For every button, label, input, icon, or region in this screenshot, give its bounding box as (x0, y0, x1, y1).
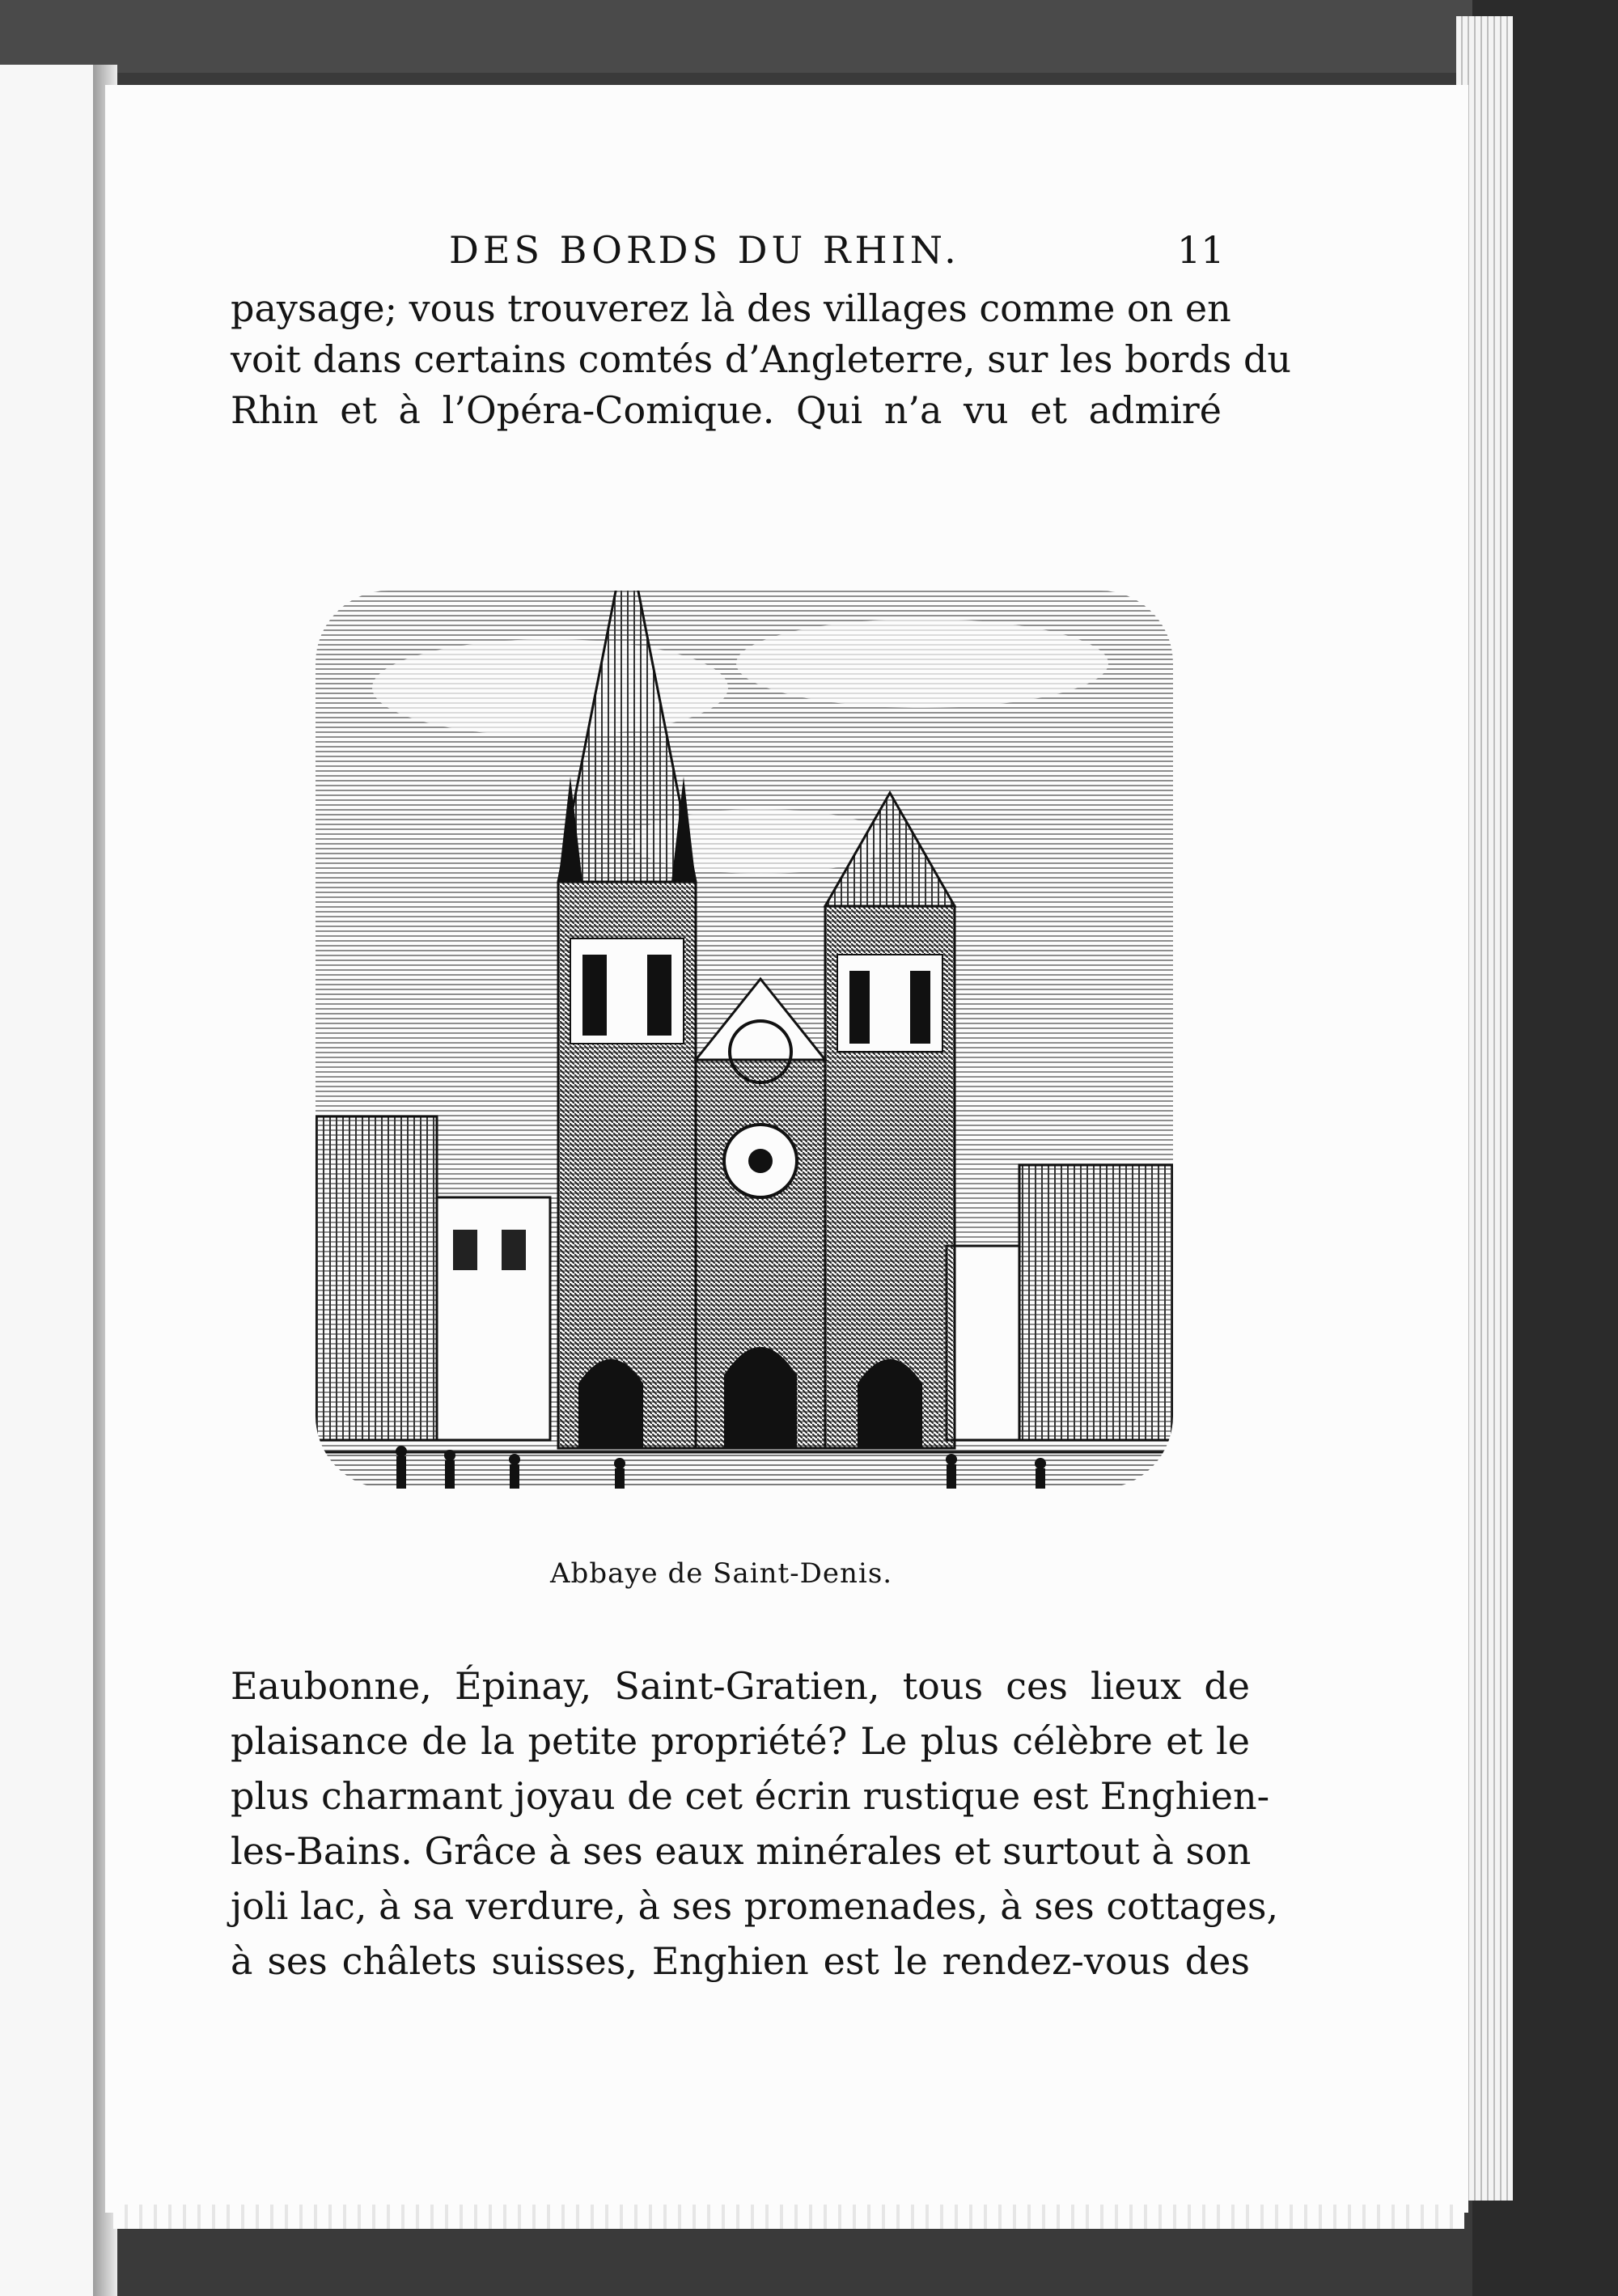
text-line: joli lac, à sa verdure, à ses promenades, à ses cottages, (231, 1884, 1279, 1928)
top-paragraph (231, 283, 1292, 436)
running-head: DES BORDS DU RHIN. (449, 228, 960, 272)
book-cover-top (0, 0, 1618, 73)
bottom-paragraph (231, 1658, 1279, 1989)
text-line: les-Bains. Grâce à ses eaux minérales et surtout à son (231, 1829, 1252, 1873)
previous-page-margin (0, 65, 105, 2296)
text-line: à ses châlets suisses, Enghien est le rendez-vous des (231, 1939, 1250, 1983)
abbey-engraving (307, 502, 1177, 1521)
abbey-engraving-illustration (307, 502, 1177, 1521)
page-number: 11 (1177, 228, 1225, 272)
text-line: voit dans certains comtés d’Angleterre, sur les bords du (231, 337, 1292, 381)
text-line: Rhin et à l’Opéra-Comique. Qui n’a vu et admiré (231, 388, 1222, 432)
page-bottom-edge (113, 2205, 1464, 2229)
text-line: paysage; vous trouverez là des villages comme on en (231, 286, 1231, 330)
text-line: Eaubonne, Épinay, Saint-Gratien, tous ces lieux de (231, 1664, 1250, 1708)
text-line: plus charmant joyau de cet écrin rustique est Enghien- (231, 1774, 1270, 1818)
figure-caption: Abbaye de Saint-Denis. (550, 1557, 893, 1590)
text-line: plaisance de la petite propriété? Le plus célèbre et le (231, 1719, 1250, 1763)
